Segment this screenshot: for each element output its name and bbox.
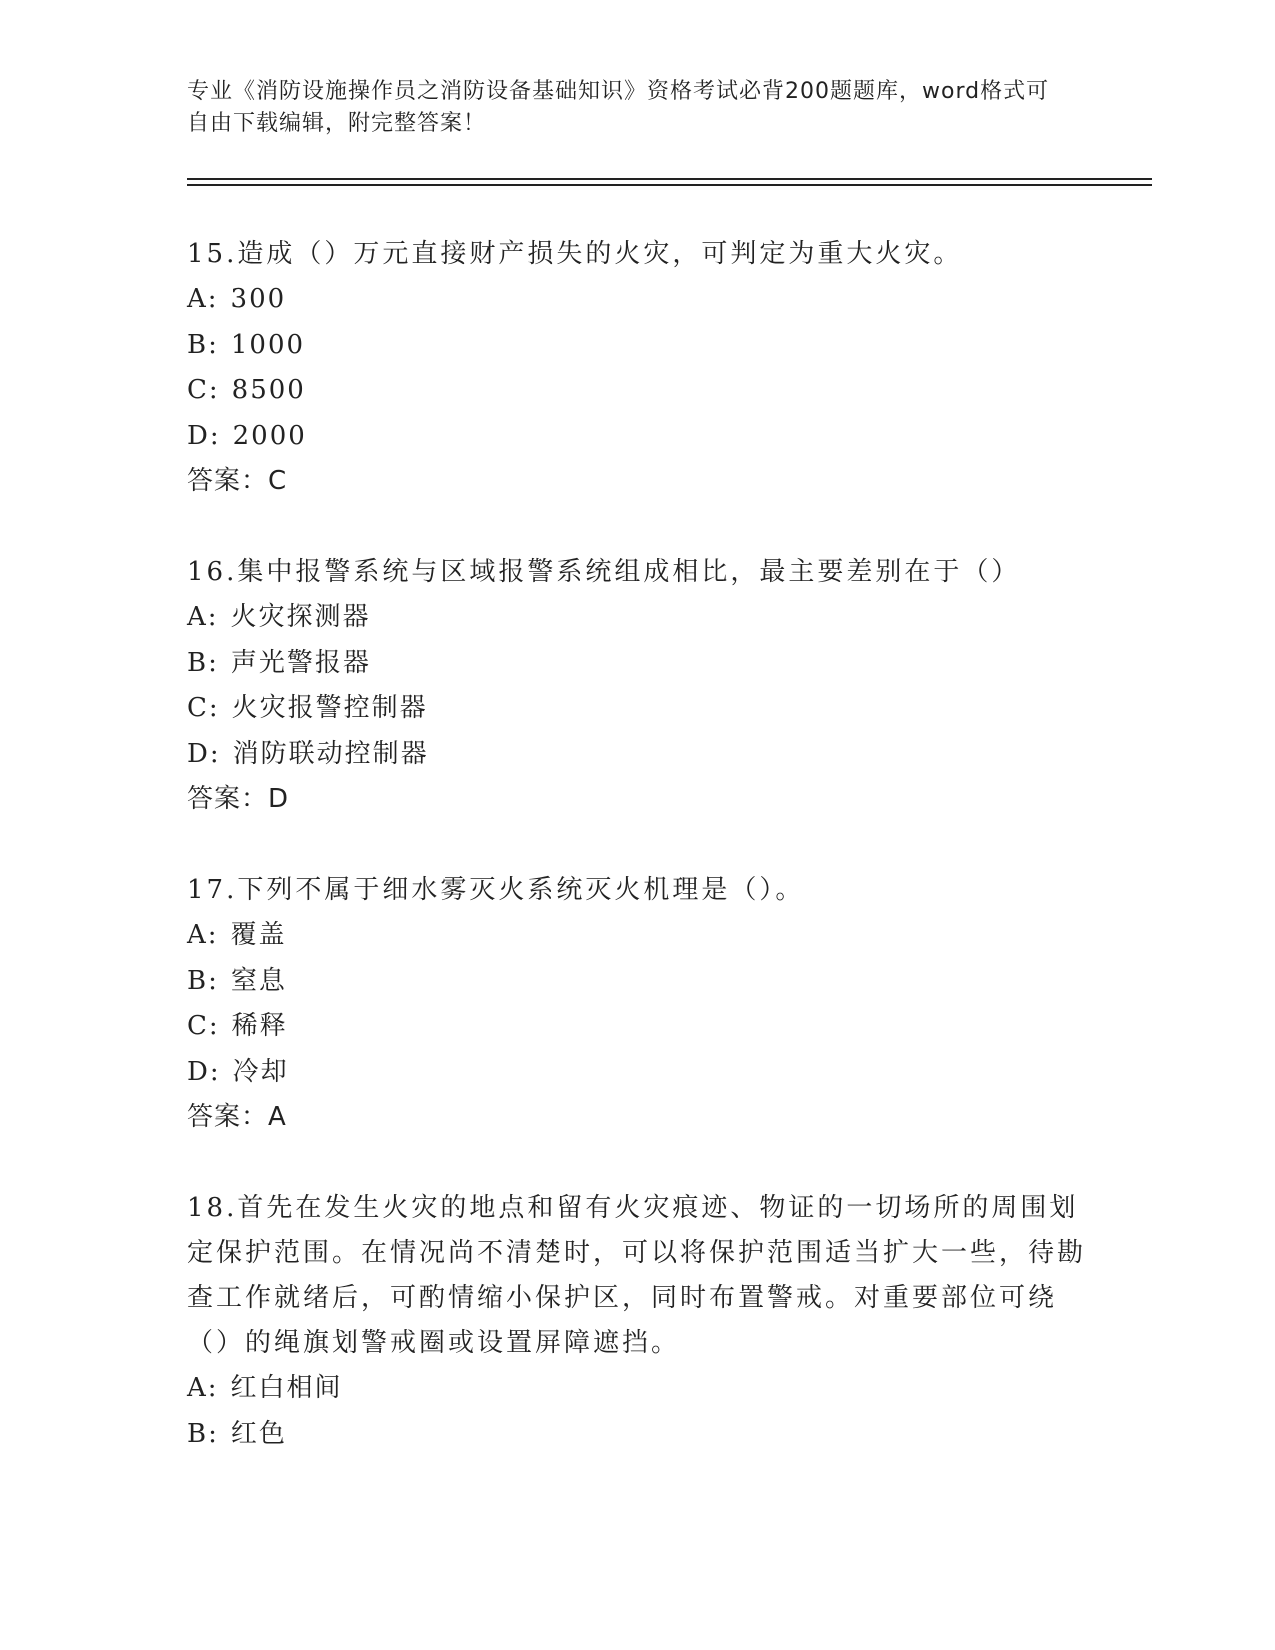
option-text: 火灾探测器 xyxy=(230,602,371,632)
header-divider-bottom xyxy=(187,184,1152,186)
option-text: 冷却 xyxy=(232,1056,289,1087)
answer-line: 答案：D xyxy=(187,784,290,814)
option-key: C: xyxy=(187,375,220,405)
option-text: 火灾报警控制器 xyxy=(231,693,428,723)
question-item xyxy=(187,550,1087,822)
option-key: A: xyxy=(187,284,219,314)
option-c xyxy=(187,1004,1087,1050)
option-c xyxy=(187,686,1087,732)
option-text: 8500 xyxy=(231,375,306,405)
header-divider-top xyxy=(187,178,1152,180)
answer-line: 答案：C xyxy=(187,466,288,496)
question-item xyxy=(187,868,1087,1140)
option-key: D: xyxy=(187,1056,221,1087)
option-c xyxy=(187,368,1087,414)
option-key: B: xyxy=(187,329,219,360)
option-key: D: xyxy=(187,420,221,451)
question-list xyxy=(187,232,1087,1503)
option-text: 红白相间 xyxy=(230,1373,343,1403)
option-key: D: xyxy=(187,738,221,769)
option-key: A: xyxy=(187,920,219,950)
question-stem: 18.首先在发生火灾的地点和留有火灾痕迹、物证的一切场所的周围划定保护范围。在情况尚不清楚时，可以将保护范围适当扩大一些，待勘查工作就绪后，可酌情缩小保护区，同时布置警戒。对重要部位可绕（）的绳旗划警戒圈或设置屏障遮挡。 xyxy=(187,1193,1087,1358)
option-a xyxy=(187,277,1087,323)
option-list xyxy=(187,1366,1087,1457)
option-text: 红色 xyxy=(230,1418,287,1449)
document-header: 专业《消防设施操作员之消防设备基础知识》资格考试必背200题题库，word格式可自由下载编辑，附完整答案！ xyxy=(187,79,1050,136)
option-d xyxy=(187,1050,1087,1096)
question-stem: 16.集中报警系统与区域报警系统组成相比，最主要差别在于（） xyxy=(187,557,1021,587)
option-text: 声光警报器 xyxy=(230,647,371,678)
answer-line: 答案：A xyxy=(187,1102,287,1132)
question-stem: 15.造成（）万元直接财产损失的火灾，可判定为重大火灾。 xyxy=(187,239,963,269)
option-b xyxy=(187,959,1087,1005)
option-text: 2000 xyxy=(232,420,307,451)
option-text: 消防联动控制器 xyxy=(232,738,429,769)
option-text: 300 xyxy=(230,284,287,314)
question-item xyxy=(187,232,1087,504)
option-b xyxy=(187,1412,1087,1458)
option-list xyxy=(187,913,1087,1095)
option-key: A: xyxy=(187,1373,219,1403)
option-a xyxy=(187,913,1087,959)
option-a xyxy=(187,1366,1087,1412)
option-key: B: xyxy=(187,647,219,678)
option-key: C: xyxy=(187,1011,220,1041)
option-key: B: xyxy=(187,965,219,996)
option-d xyxy=(187,732,1087,778)
option-key: B: xyxy=(187,1418,219,1449)
question-item xyxy=(187,1186,1087,1457)
option-list xyxy=(187,595,1087,777)
option-d xyxy=(187,414,1087,460)
option-key: A: xyxy=(187,602,219,632)
option-b xyxy=(187,323,1087,369)
option-a xyxy=(187,595,1087,641)
option-b xyxy=(187,641,1087,687)
option-text: 1000 xyxy=(230,329,306,360)
option-list xyxy=(187,277,1087,459)
option-text: 稀释 xyxy=(231,1011,288,1041)
question-stem: 17.下列不属于细水雾灭火系统灭火机理是（）。 xyxy=(187,875,805,905)
option-key: C: xyxy=(187,693,220,723)
option-text: 覆盖 xyxy=(230,920,287,950)
option-text: 窒息 xyxy=(230,965,287,996)
